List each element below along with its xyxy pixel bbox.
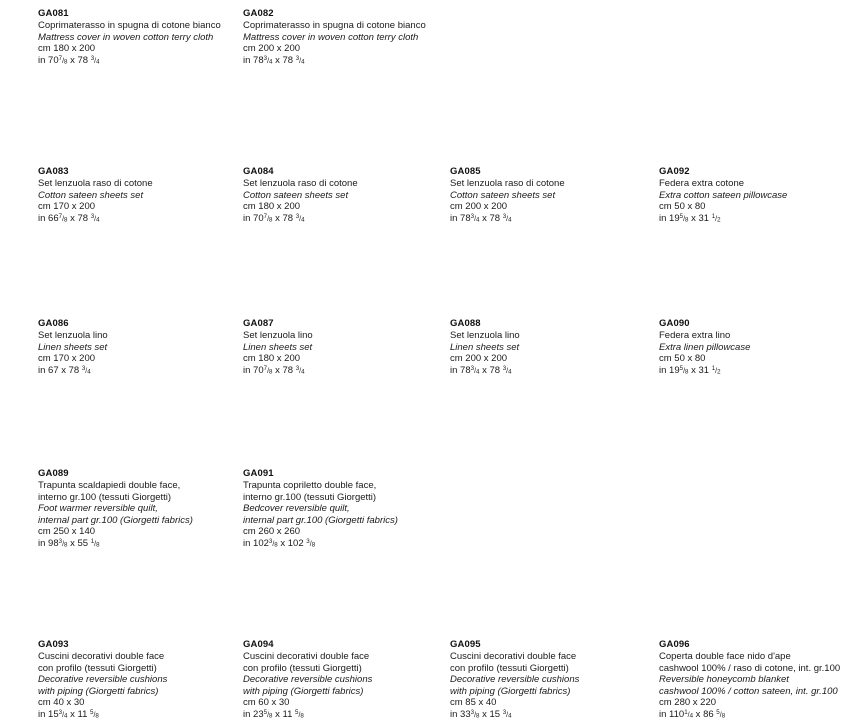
fraction-numerator: 3 — [59, 709, 62, 716]
fraction-slash: / — [94, 541, 96, 548]
fraction-denominator: 4 — [476, 368, 479, 375]
fraction-slash: / — [688, 712, 690, 719]
fraction-numerator: 7 — [59, 55, 62, 62]
fraction-denominator: 8 — [300, 712, 303, 719]
product-entry — [38, 639, 238, 721]
fraction-slash: / — [267, 58, 269, 65]
product-code: GA085 — [450, 166, 650, 178]
product-description-en: Mattress cover in woven cotton terry cloth — [243, 32, 443, 44]
product-dimensions-cm: cm 200 x 200 — [450, 201, 650, 213]
fraction-denominator: 4 — [508, 712, 511, 719]
fraction-numerator: 5 — [680, 365, 683, 372]
fraction-numerator: 3 — [296, 213, 299, 220]
product-dimensions-in — [659, 365, 859, 378]
product-description-en: Decorative reversible cushions — [243, 674, 443, 686]
product-description-it: Coprimaterasso in spugna di cotone bianco — [243, 20, 443, 32]
fraction-slash: / — [506, 712, 508, 719]
product-code: GA083 — [38, 166, 238, 178]
dimension-in-separator: x 55 — [67, 538, 90, 549]
dimension-fraction — [91, 538, 100, 551]
product-dimensions-cm: cm 170 x 200 — [38, 353, 238, 365]
product-code: GA084 — [243, 166, 443, 178]
dimension-in-prefix: in 15 — [38, 709, 59, 720]
product-description-it: Cuscini decorativi double face — [243, 651, 443, 663]
product-description-it: Coprimaterasso in spugna di cotone bianco — [38, 20, 238, 32]
product-entry — [659, 318, 859, 377]
dimension-in-prefix: in 70 — [38, 55, 59, 66]
product-dimensions-cm: cm 280 x 220 — [659, 697, 859, 709]
product-code: GA081 — [38, 8, 238, 20]
product-dimensions-cm: cm 170 x 200 — [38, 201, 238, 213]
product-dimensions-cm: cm 180 x 200 — [243, 201, 443, 213]
fraction-numerator: 3 — [471, 365, 474, 372]
product-description-en: Cotton sateen sheets set — [38, 190, 238, 202]
product-dimensions-cm: cm 40 x 30 — [38, 697, 238, 709]
product-dimensions-cm: cm 200 x 200 — [450, 353, 650, 365]
dimension-fraction — [82, 365, 91, 378]
dimension-in-separator: x 86 — [693, 709, 716, 720]
product-description-it: Trapunta scaldapiedi double face, — [38, 480, 238, 492]
product-entry — [243, 639, 443, 721]
fraction-numerator: 5 — [90, 709, 93, 716]
fraction-numerator: 3 — [503, 365, 506, 372]
fraction-denominator: 8 — [274, 541, 277, 548]
dimension-in-separator: x 78 — [272, 213, 295, 224]
fraction-slash: / — [94, 58, 96, 65]
product-entry — [659, 166, 859, 225]
fraction-slash: / — [506, 368, 508, 375]
dimension-fraction — [296, 213, 305, 226]
product-dimensions-cm: cm 200 x 200 — [243, 43, 443, 55]
product-description-en: Linen sheets set — [38, 342, 238, 354]
product-dimensions-in — [243, 213, 443, 226]
dimension-in-prefix: in 66 — [38, 213, 59, 224]
product-description-it: Set lenzuola raso di cotone — [450, 178, 650, 190]
dimension-fraction — [712, 213, 721, 226]
fraction-slash: / — [62, 216, 64, 223]
fraction-slash: / — [474, 712, 476, 719]
dimension-in-prefix: in 110 — [659, 709, 684, 720]
dimension-fraction — [91, 55, 100, 68]
fraction-numerator: 7 — [264, 365, 267, 372]
fraction-slash: / — [310, 541, 312, 548]
fraction-denominator: 4 — [508, 368, 511, 375]
dimension-in-prefix: in 33 — [450, 709, 471, 720]
product-dimensions-cm: cm 50 x 80 — [659, 201, 859, 213]
product-description-en: Cotton sateen sheets set — [450, 190, 650, 202]
fraction-numerator: 5 — [680, 213, 683, 220]
product-dimensions-in — [243, 55, 443, 68]
product-dimensions-cm: cm 50 x 80 — [659, 353, 859, 365]
dimension-in-prefix: in 70 — [243, 213, 264, 224]
dimension-in-separator: x 11 — [67, 709, 90, 720]
fraction-slash: / — [267, 368, 269, 375]
dimension-in-separator: x 15 — [479, 709, 502, 720]
fraction-slash: / — [720, 712, 722, 719]
product-description-en: Extra cotton sateen pillowcase — [659, 190, 859, 202]
fraction-denominator: 8 — [64, 216, 67, 223]
product-description-it: Federa extra cotone — [659, 178, 859, 190]
fraction-numerator: 3 — [503, 213, 506, 220]
product-description-en: Foot warmer reversible quilt, — [38, 503, 238, 515]
fraction-slash: / — [94, 216, 96, 223]
product-description-en: with piping (Giorgetti fabrics) — [243, 686, 443, 698]
dimension-in-prefix: in 19 — [659, 213, 680, 224]
fraction-slash: / — [93, 712, 95, 719]
fraction-slash: / — [474, 216, 476, 223]
dimension-fraction — [295, 709, 304, 721]
fraction-denominator: 4 — [508, 216, 511, 223]
fraction-numerator: 3 — [471, 709, 474, 716]
product-description-it: Cuscini decorativi double face — [38, 651, 238, 663]
fraction-numerator: 3 — [471, 213, 474, 220]
fraction-numerator: 3 — [91, 213, 94, 220]
dimension-fraction — [59, 709, 68, 721]
product-dimensions-in — [38, 55, 238, 68]
fraction-denominator: 8 — [95, 712, 98, 719]
product-dimensions-in — [38, 538, 238, 551]
product-dimensions-cm: cm 250 x 140 — [38, 526, 238, 538]
product-entry — [38, 318, 238, 377]
fraction-denominator: 2 — [717, 216, 720, 223]
product-code: GA091 — [243, 468, 443, 480]
dimension-in-separator: x 78 — [479, 365, 502, 376]
dimension-in-prefix: in 98 — [38, 538, 59, 549]
product-description-en: Bedcover reversible quilt, — [243, 503, 443, 515]
product-description-it: Set lenzuola lino — [450, 330, 650, 342]
dimension-fraction — [503, 213, 512, 226]
dimension-fraction — [296, 365, 305, 378]
product-entry — [38, 468, 238, 550]
fraction-numerator: 7 — [59, 213, 62, 220]
product-dimensions-in — [450, 709, 650, 721]
product-description-en: Linen sheets set — [450, 342, 650, 354]
fraction-slash: / — [267, 216, 269, 223]
dimension-in-separator: x 78 — [67, 213, 90, 224]
fraction-numerator: 3 — [306, 538, 309, 545]
product-description-en: Decorative reversible cushions — [450, 674, 650, 686]
product-description-en: Mattress cover in woven cotton terry cloth — [38, 32, 238, 44]
product-description-en: Cotton sateen sheets set — [243, 190, 443, 202]
product-dimensions-in — [450, 365, 650, 378]
product-dimensions-in — [659, 709, 859, 721]
dimension-fraction — [716, 709, 725, 721]
product-description-it: Cuscini decorativi double face — [450, 651, 650, 663]
fraction-denominator: 8 — [722, 712, 725, 719]
product-entry — [243, 8, 443, 67]
fraction-denominator: 8 — [269, 216, 272, 223]
product-description-it: Coperta double face nido d'ape — [659, 651, 859, 663]
product-dimensions-cm: cm 85 x 40 — [450, 697, 650, 709]
product-code: GA086 — [38, 318, 238, 330]
fraction-slash: / — [299, 216, 301, 223]
dimension-in-separator: x 11 — [272, 709, 295, 720]
fraction-numerator: 3 — [59, 538, 62, 545]
product-entry — [243, 318, 443, 377]
fraction-denominator: 8 — [96, 541, 99, 548]
fraction-numerator: 5 — [264, 709, 267, 716]
fraction-slash: / — [298, 712, 300, 719]
dimension-fraction — [306, 538, 315, 551]
product-description-en: Extra linen pillowcase — [659, 342, 859, 354]
dimension-fraction — [503, 365, 512, 378]
fraction-numerator: 1 — [684, 709, 687, 716]
product-code: GA087 — [243, 318, 443, 330]
dimension-in-prefix: in 102 — [243, 538, 269, 549]
product-dimensions-cm: cm 60 x 30 — [243, 697, 443, 709]
product-description-en: Reversible honeycomb blanket — [659, 674, 859, 686]
fraction-numerator: 3 — [264, 55, 267, 62]
fraction-slash: / — [506, 216, 508, 223]
dimension-fraction — [503, 709, 512, 721]
dimension-in-separator: x 78 — [67, 55, 90, 66]
fraction-numerator: 3 — [91, 55, 94, 62]
product-description-it: Set lenzuola raso di cotone — [243, 178, 443, 190]
fraction-denominator: 8 — [312, 541, 315, 548]
product-description-en: cashwool 100% / cotton sateen, int. gr.100 — [659, 686, 859, 698]
product-entry — [38, 166, 238, 225]
fraction-denominator: 4 — [301, 216, 304, 223]
fraction-numerator: 1 — [712, 365, 715, 372]
fraction-numerator: 1 — [712, 213, 715, 220]
product-dimensions-cm: cm 180 x 200 — [243, 353, 443, 365]
product-description-it: interno gr.100 (tessuti Giorgetti) — [38, 492, 238, 504]
product-dimensions-in — [243, 365, 443, 378]
product-dimensions-in — [38, 709, 238, 721]
product-code: GA090 — [659, 318, 859, 330]
fraction-slash: / — [715, 216, 717, 223]
fraction-denominator: 8 — [685, 368, 688, 375]
dimension-fraction — [712, 365, 721, 378]
fraction-denominator: 4 — [301, 58, 304, 65]
fraction-slash: / — [474, 368, 476, 375]
fraction-slash: / — [299, 368, 301, 375]
fraction-numerator: 7 — [264, 213, 267, 220]
dimension-in-separator: x 78 — [479, 213, 502, 224]
fraction-numerator: 3 — [296, 55, 299, 62]
fraction-numerator: 3 — [296, 365, 299, 372]
product-entry — [38, 8, 238, 67]
fraction-slash: / — [62, 541, 64, 548]
product-entry — [450, 639, 650, 721]
dimension-fraction — [269, 538, 278, 551]
fraction-denominator: 4 — [269, 58, 272, 65]
fraction-slash: / — [683, 216, 685, 223]
fraction-slash: / — [62, 58, 64, 65]
product-entry — [659, 639, 859, 721]
product-description-it: Set lenzuola raso di cotone — [38, 178, 238, 190]
dimension-fraction — [296, 55, 305, 68]
fraction-denominator: 4 — [96, 216, 99, 223]
product-entry — [450, 166, 650, 225]
product-entry — [243, 166, 443, 225]
fraction-slash: / — [715, 368, 717, 375]
fraction-numerator: 3 — [269, 538, 272, 545]
fraction-denominator: 4 — [301, 368, 304, 375]
dimension-in-separator: x 78 — [272, 55, 295, 66]
product-entry — [450, 318, 650, 377]
product-code: GA082 — [243, 8, 443, 20]
product-description-it: con profilo (tessuti Giorgetti) — [450, 663, 650, 675]
product-dimensions-in — [38, 365, 238, 378]
product-description-it: con profilo (tessuti Giorgetti) — [38, 663, 238, 675]
product-dimensions-in — [659, 213, 859, 226]
dimension-in-prefix: in 78 — [450, 213, 471, 224]
dimension-in-separator: x 78 — [272, 365, 295, 376]
product-description-en: Linen sheets set — [243, 342, 443, 354]
fraction-denominator: 2 — [717, 368, 720, 375]
dimension-in-prefix: in 19 — [659, 365, 680, 376]
fraction-slash: / — [299, 58, 301, 65]
product-description-it: Trapunta copriletto double face, — [243, 480, 443, 492]
product-code: GA093 — [38, 639, 238, 651]
product-code: GA089 — [38, 468, 238, 480]
fraction-numerator: 3 — [503, 709, 506, 716]
dimension-in-separator: x 102 — [278, 538, 307, 549]
product-code: GA096 — [659, 639, 859, 651]
dimension-fraction — [264, 709, 273, 721]
product-description-en: Decorative reversible cushions — [38, 674, 238, 686]
product-description-it: interno gr.100 (tessuti Giorgetti) — [243, 492, 443, 504]
product-code: GA092 — [659, 166, 859, 178]
fraction-denominator: 4 — [96, 58, 99, 65]
fraction-denominator: 4 — [476, 216, 479, 223]
product-entry — [243, 468, 443, 550]
product-description-it: Federa extra lino — [659, 330, 859, 342]
fraction-denominator: 4 — [690, 712, 693, 719]
dimension-fraction — [684, 709, 693, 721]
fraction-numerator: 1 — [91, 538, 94, 545]
product-description-en: internal part gr.100 (Giorgetti fabrics) — [38, 515, 238, 527]
dimension-fraction — [471, 709, 480, 721]
fraction-denominator: 8 — [476, 712, 479, 719]
product-dimensions-in — [243, 709, 443, 721]
product-description-it: Set lenzuola lino — [38, 330, 238, 342]
fraction-slash: / — [62, 712, 64, 719]
dimension-fraction — [91, 213, 100, 226]
product-code: GA094 — [243, 639, 443, 651]
dimension-in-prefix: in 67 x 78 — [38, 365, 82, 376]
product-code: GA095 — [450, 639, 650, 651]
product-description-it: cashwool 100% / raso di cotone, int. gr.100 — [659, 663, 859, 675]
product-dimensions-in — [38, 213, 238, 226]
fraction-slash: / — [267, 712, 269, 719]
product-description-it: Set lenzuola lino — [243, 330, 443, 342]
product-description-en: internal part gr.100 (Giorgetti fabrics) — [243, 515, 443, 527]
product-description-en: with piping (Giorgetti fabrics) — [38, 686, 238, 698]
fraction-numerator: 5 — [295, 709, 298, 716]
product-description-en: with piping (Giorgetti fabrics) — [450, 686, 650, 698]
product-dimensions-in — [450, 213, 650, 226]
fraction-denominator: 8 — [269, 368, 272, 375]
product-dimensions-in — [243, 538, 443, 551]
fraction-slash: / — [683, 368, 685, 375]
fraction-slash: / — [85, 368, 87, 375]
product-description-it: con profilo (tessuti Giorgetti) — [243, 663, 443, 675]
fraction-denominator: 8 — [685, 216, 688, 223]
product-dimensions-cm: cm 180 x 200 — [38, 43, 238, 55]
dimension-fraction — [90, 709, 99, 721]
dimension-in-separator: x 31 — [688, 213, 711, 224]
dimension-in-prefix: in 70 — [243, 365, 264, 376]
fraction-numerator: 3 — [82, 365, 85, 372]
fraction-denominator: 4 — [64, 712, 67, 719]
product-dimensions-cm: cm 260 x 260 — [243, 526, 443, 538]
dimension-in-prefix: in 78 — [450, 365, 471, 376]
fraction-denominator: 8 — [269, 712, 272, 719]
fraction-denominator: 8 — [64, 541, 67, 548]
fraction-numerator: 5 — [716, 709, 719, 716]
fraction-slash: / — [272, 541, 274, 548]
fraction-denominator: 4 — [87, 368, 90, 375]
fraction-denominator: 8 — [64, 58, 67, 65]
dimension-in-separator: x 31 — [688, 365, 711, 376]
product-code: GA088 — [450, 318, 650, 330]
dimension-in-prefix: in 23 — [243, 709, 264, 720]
dimension-in-prefix: in 78 — [243, 55, 264, 66]
